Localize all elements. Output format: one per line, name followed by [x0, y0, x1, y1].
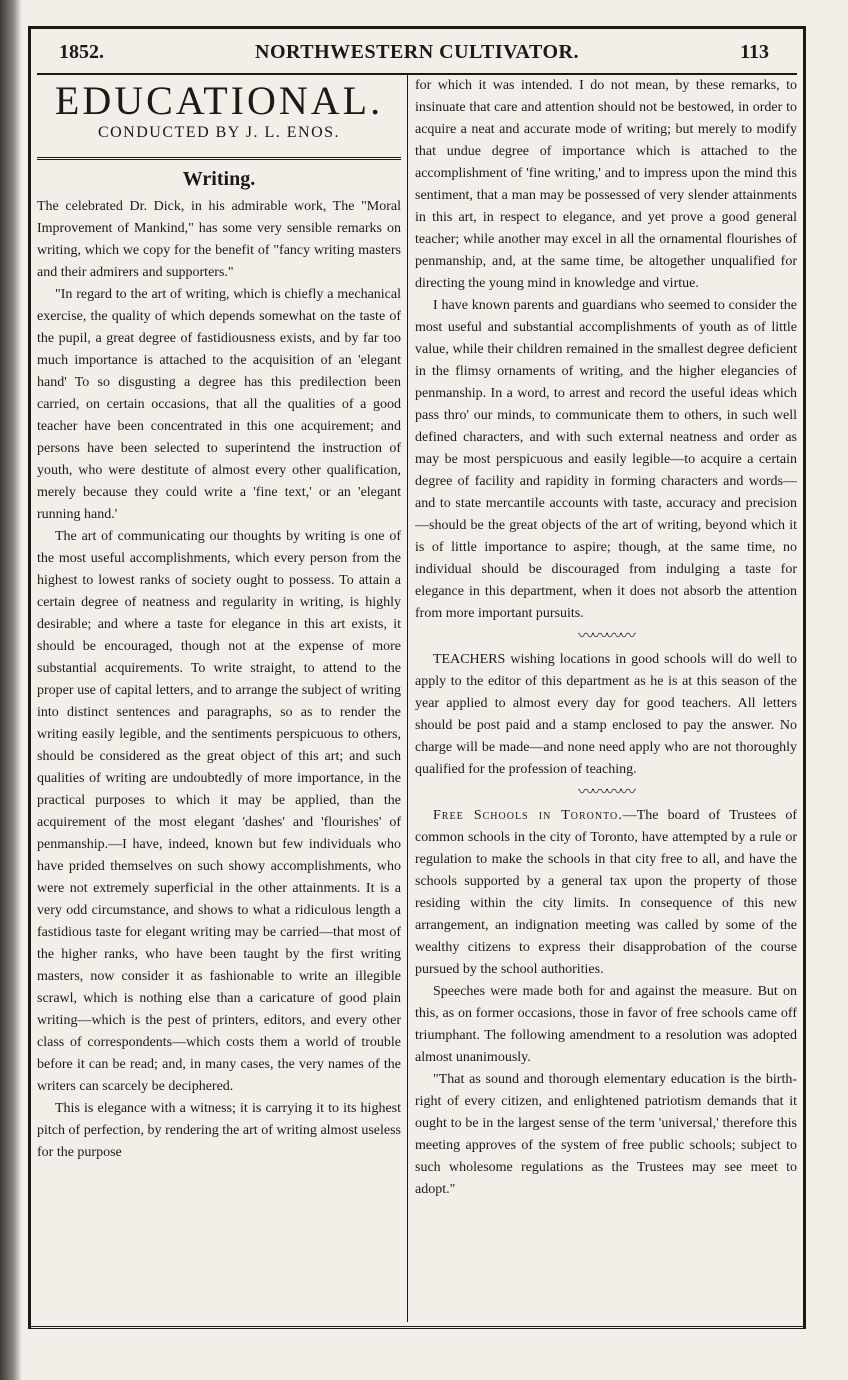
article-paragraph: I have known parents and guardians who seemed to consider the most useful and substantial accomplishments of youth as of little value, while their children remained in the smallest degree deficient in the flimsy ornaments of writing, and the higher elegancies of penmanship. In a word, to arrest and record the useful ideas which pass thro' our minds, to communicate them to others, in such well defined characters, and with such external neatness and order as may be most perspicuous and easily legible—to acquire a certain degree of facility and rapidity in forming characters and words—and to state mercantile accounts with taste, accuracy and precision—should be the great objects of the art of writing, beyond which it is of little importance to aspire; though, at the same time, no individual should be discouraged from indulging a taste for elegance in this department, when it does not absorb the attention from more important pursuits. — [415, 298, 797, 621]
article-paragraph: The celebrated Dr. Dick, in his admirable work, The "Moral Improvement of Mankind," has some very sensible remarks on writing, which we copy for the benefit of "fancy writing masters and their admirers and supporters." — [37, 199, 401, 280]
teachers-notice: TEACHERS wishing locations in good schools will do well to apply to the editor of this department as he is at this season of the year applied to almost every day for good teachers. All letters should be post paid and a stamp enclosed to pay the answer. No charge will be made—and none need apply who are not thoroughly qualified for the profession of teaching. — [415, 652, 797, 777]
department-subtitle: CONDUCTED BY J. L. ENOS. — [97, 124, 341, 141]
free-schools-paragraph: Speeches were made both for and against the measure. But on this, as on former occasions, those in favor of free schools came off triumphant. The following amendment to a resolution was adopted almost unanimously. — [415, 984, 797, 1065]
header-journal-title: NORTHWESTERN CULTIVATOR. — [255, 41, 579, 63]
column-divider — [407, 75, 408, 1322]
article-paragraph: The art of communicating our thoughts by writing is one of the most useful accomplishments, which every person from the highest to lowest ranks of society ought to possess. To attain a certain degree of neatness and regularity in writing, is highly desirable; and where a taste for elegance in this art exists, it should be encouraged, though not at the expense of more substantial acquirements. To write straight, to attend to the proper use of capital letters, and to arrange the subject of writing into distinct sentences and paragraphs, so as to render the writing easily legible, and the sentiments perspicuous to others, should be considered as the great object of this art; and such qualities of writing are undoubtedly of more importance, in the practical purposes to which it may be applied, than the acquirement of the most elegant 'dashes' and 'flourishes' of penmanship.—I have, indeed, known but few individuals who have prided themselves on such showy accomplishments, who were not extremely superficial in the other attainments. It is a very odd circumstance, and shows to what a ridiculous length a fastidious taste for elegant writing may be carried—that most of the higher ranks, who have been taught by the first writing masters, now consider it as fashionable to write an illegible scrawl, which is nothing else than a caricature of good plain writing—which is the pest of printers, editors, and every other class of correspondents—which costs them a world of trouble before it can be read; and, in many cases, the very names of the writers can scarcely be deciphered. — [37, 529, 401, 1094]
free-schools-paragraph: "That as sound and thorough elementary education is the birth-right of every citizen, and enlightened patriotism demands that it ought to be in the largest sense of the term 'universal,' therefore this meeting approves of the system of free public schools; subject to such wholesome regulations as the Trustees may see meet to adopt." — [415, 1072, 797, 1197]
article-paragraph: "In regard to the art of writing, which is chiefly a mechanical exercise, the quality of which depends somewhat on the taste of the pupil, a great degree of fastidiousness exists, and by far too much importance is attached to the acquisition of an 'elegant hand' To so disgusting a degree has this predilection been carried, on certain occasions, that all the qualities of a good teacher have been concentrated in this one acquirement; and persons have been selected to superintend the instruction of youth, who were destitute of almost every other qualification, merely because they could write a 'fine text,' or an 'elegant running hand.' — [37, 287, 401, 522]
newspaper-page — [28, 26, 806, 1328]
department-title: EDUCATIONAL. — [54, 78, 384, 123]
free-schools-paragraph: —The board of Trustees of common schools in the city of Toronto, have attempted by a rule or regulation to make the schools in that city free to all, and have the schools supported by a general tax upon the property of those residing within the city limits. In consequence of this new arrangement, an indignation meeting was called by some of the wealthy citizens to express their disapprobation of the course pursued by the school authorities. — [415, 808, 797, 977]
header-page-number: 113 — [740, 41, 769, 63]
article-paragraph: This is elegance with a witness; it is carrying it to its highest pitch of perfection, by rendering the art of writing almost useless for the purpose — [37, 1101, 401, 1160]
free-schools-lead: Free Schools in Toronto. — [433, 808, 623, 823]
section-ornament: 〰〰〰〰 — [577, 628, 634, 645]
page-header — [31, 35, 803, 69]
page-binding-shadow — [0, 0, 22, 1380]
article-title: Writing. — [182, 168, 256, 190]
right-column — [415, 75, 797, 1322]
header-year: 1852. — [59, 41, 104, 63]
section-ornament: 〰〰〰〰 — [577, 784, 634, 801]
article-paragraph: for which it was intended. I do not mean, by these remarks, to insinuate that care and attention should not be bestowed, in order to acquire a neat and accurate mode of writing; but merely to modify that undue degree of importance which is attached to the accomplishment of 'fine writing,' and to impress upon the mind this sentiment, that a man may be possessed of very slender attainments in this art, in respect to elegance, and yet prove a good general teacher; while another may excel in all the ornamental flourishes of penmanship, and, at the same time, be altogether unqualified for directing the young mind in knowledge and virtue. — [415, 78, 797, 291]
page-bottom-rule — [28, 1326, 806, 1329]
left-column — [37, 75, 401, 1322]
department-rule — [37, 157, 401, 160]
